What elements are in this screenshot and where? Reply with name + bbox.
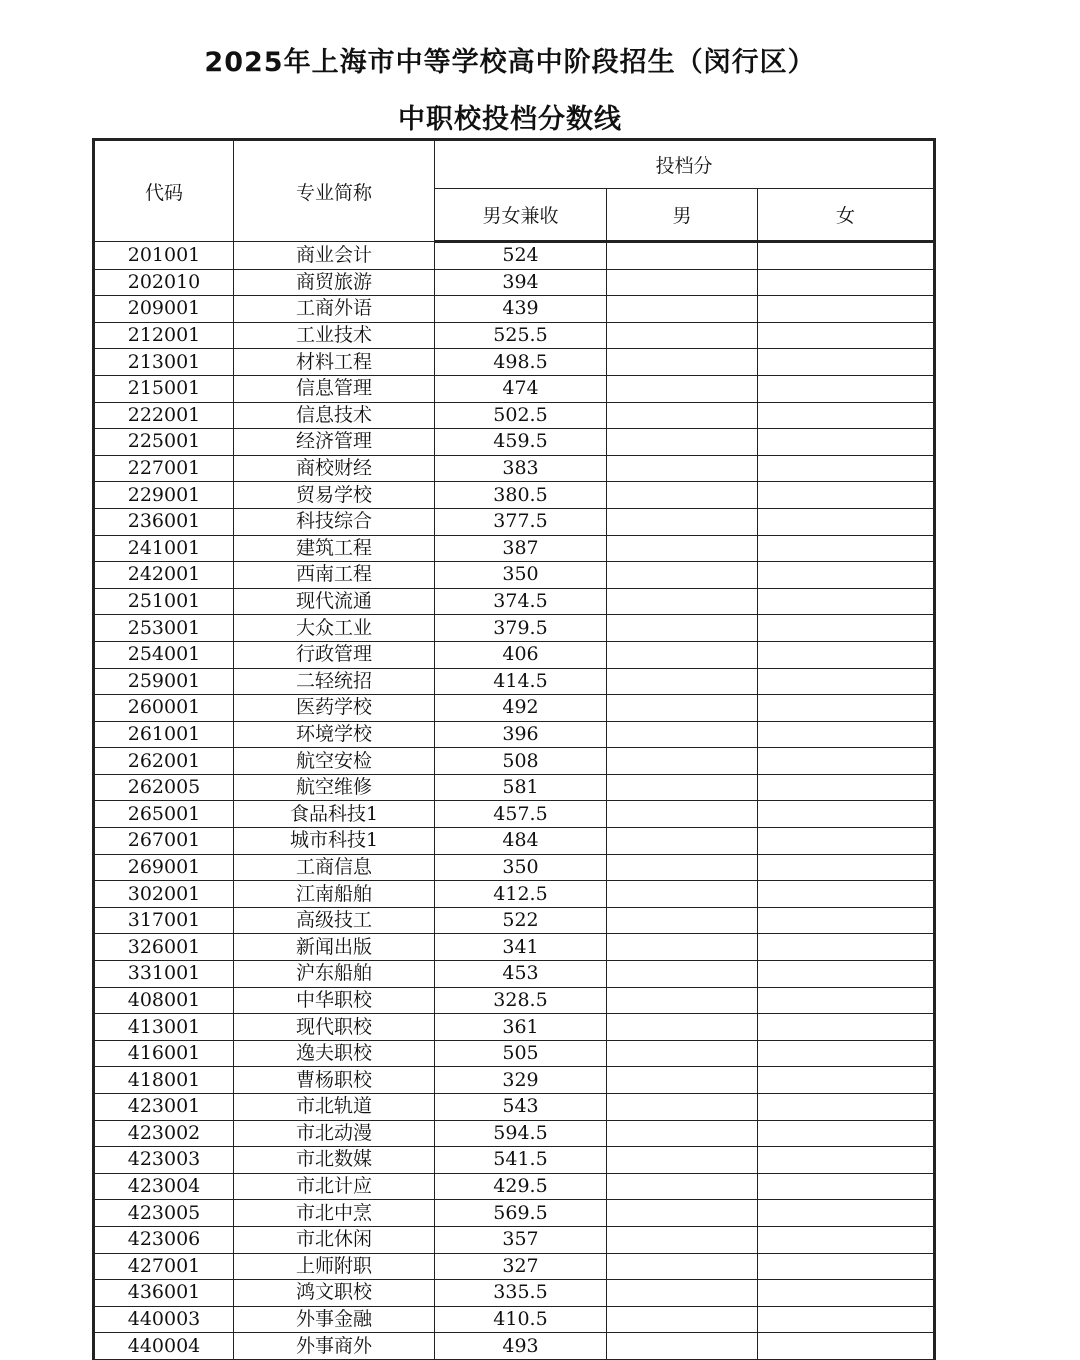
table-row [94, 429, 935, 456]
row-score-female [758, 881, 935, 908]
row-score-mixed: 474 [435, 375, 607, 402]
row-code: 317001 [94, 907, 234, 934]
row-name: 行政管理 [234, 641, 435, 668]
row-code: 261001 [94, 721, 234, 748]
row-score-mixed: 502.5 [435, 402, 607, 429]
row-score-male [607, 562, 758, 589]
row-code: 416001 [94, 1040, 234, 1067]
row-code: 209001 [94, 296, 234, 323]
row-score-female [758, 641, 935, 668]
row-score-mixed: 328.5 [435, 987, 607, 1014]
row-name: 市北轨道 [234, 1094, 435, 1121]
row-score-male [607, 987, 758, 1014]
row-code: 201001 [94, 242, 234, 270]
row-name: 市北中烹 [234, 1200, 435, 1227]
table-row [94, 907, 935, 934]
table-row [94, 721, 935, 748]
row-name: 新闻出版 [234, 934, 435, 961]
row-score-mixed: 357 [435, 1226, 607, 1253]
row-score-female [758, 349, 935, 376]
row-score-male [607, 482, 758, 509]
row-code: 423006 [94, 1226, 234, 1253]
row-score-male [607, 296, 758, 323]
row-score-male [607, 375, 758, 402]
table-row [94, 402, 935, 429]
row-name: 建筑工程 [234, 535, 435, 562]
row-code: 225001 [94, 429, 234, 456]
row-name: 市北动漫 [234, 1120, 435, 1147]
row-score-female [758, 1120, 935, 1147]
row-score-mixed: 543 [435, 1094, 607, 1121]
table-row [94, 322, 935, 349]
row-code: 265001 [94, 801, 234, 828]
row-score-mixed: 410.5 [435, 1306, 607, 1333]
row-score-male [607, 1173, 758, 1200]
row-score-mixed: 361 [435, 1014, 607, 1041]
table-row [94, 748, 935, 775]
row-code: 215001 [94, 375, 234, 402]
row-name: 外事金融 [234, 1306, 435, 1333]
row-code: 331001 [94, 961, 234, 988]
row-score-female [758, 1200, 935, 1227]
row-name: 逸夫职校 [234, 1040, 435, 1067]
row-score-mixed: 374.5 [435, 588, 607, 615]
row-code: 227001 [94, 455, 234, 482]
row-score-female [758, 987, 935, 1014]
row-score-mixed: 569.5 [435, 1200, 607, 1227]
row-name: 商业会计 [234, 242, 435, 270]
row-code: 267001 [94, 828, 234, 855]
row-score-female [758, 296, 935, 323]
row-name: 食品科技1 [234, 801, 435, 828]
row-code: 262001 [94, 748, 234, 775]
row-name: 经济管理 [234, 429, 435, 456]
header-male: 男 [607, 189, 758, 242]
row-score-mixed: 377.5 [435, 508, 607, 535]
row-score-mixed: 508 [435, 748, 607, 775]
row-name: 二轻统招 [234, 668, 435, 695]
row-score-female [758, 402, 935, 429]
row-score-male [607, 1040, 758, 1067]
row-name: 中华职校 [234, 987, 435, 1014]
row-name: 市北休闲 [234, 1226, 435, 1253]
table-row [94, 535, 935, 562]
row-score-male [607, 429, 758, 456]
row-name: 沪东船舶 [234, 961, 435, 988]
table-row [94, 1067, 935, 1094]
row-name: 鸿文职校 [234, 1280, 435, 1307]
row-name: 商校财经 [234, 455, 435, 482]
table-row [94, 695, 935, 722]
row-code: 423003 [94, 1147, 234, 1174]
row-name: 现代职校 [234, 1014, 435, 1041]
row-score-male [607, 1280, 758, 1307]
row-score-mixed: 498.5 [435, 349, 607, 376]
row-name: 工商信息 [234, 854, 435, 881]
row-score-mixed: 524 [435, 242, 607, 270]
row-score-mixed: 525.5 [435, 322, 607, 349]
table-row [94, 615, 935, 642]
row-score-female [758, 907, 935, 934]
document-title: 2025年上海市中等学校高中阶段招生（闵行区） [204, 47, 816, 78]
table-row [94, 774, 935, 801]
row-score-mixed: 329 [435, 1067, 607, 1094]
row-score-female [758, 1280, 935, 1307]
row-score-mixed: 380.5 [435, 482, 607, 509]
row-score-mixed: 412.5 [435, 881, 607, 908]
row-code: 202010 [94, 269, 234, 296]
row-code: 418001 [94, 1067, 234, 1094]
table-body [94, 242, 935, 1360]
row-score-male [607, 774, 758, 801]
row-score-female [758, 322, 935, 349]
row-name: 曹杨职校 [234, 1067, 435, 1094]
table-row [94, 961, 935, 988]
table-row [94, 1040, 935, 1067]
row-score-male [607, 668, 758, 695]
row-score-mixed: 406 [435, 641, 607, 668]
row-score-female [758, 375, 935, 402]
table-row [94, 482, 935, 509]
row-score-female [758, 1173, 935, 1200]
table-row [94, 1280, 935, 1307]
header-name: 专业简称 [234, 140, 435, 242]
row-name: 信息技术 [234, 402, 435, 429]
row-score-male [607, 1226, 758, 1253]
table-row [94, 269, 935, 296]
row-score-male [607, 828, 758, 855]
row-score-mixed: 335.5 [435, 1280, 607, 1307]
table-row [94, 1014, 935, 1041]
row-score-female [758, 1094, 935, 1121]
table-row [94, 562, 935, 589]
row-name: 西南工程 [234, 562, 435, 589]
row-score-mixed: 350 [435, 562, 607, 589]
row-score-male [607, 615, 758, 642]
row-score-female [758, 1014, 935, 1041]
row-score-male [607, 322, 758, 349]
row-name: 高级技工 [234, 907, 435, 934]
row-score-male [607, 854, 758, 881]
table-row [94, 801, 935, 828]
row-score-male [607, 1147, 758, 1174]
row-code: 213001 [94, 349, 234, 376]
row-score-female [758, 801, 935, 828]
row-name: 贸易学校 [234, 482, 435, 509]
row-name: 材料工程 [234, 349, 435, 376]
row-code: 222001 [94, 402, 234, 429]
row-score-mixed: 379.5 [435, 615, 607, 642]
row-code: 423001 [94, 1094, 234, 1121]
table-row [94, 1333, 935, 1360]
score-table [92, 138, 936, 1360]
document-subtitle: 中职校投档分数线 [398, 104, 622, 135]
row-score-male [607, 961, 758, 988]
row-score-female [758, 828, 935, 855]
table-row [94, 881, 935, 908]
table-row [94, 1094, 935, 1121]
table-row [94, 1120, 935, 1147]
row-score-mixed: 387 [435, 535, 607, 562]
table-row [94, 455, 935, 482]
row-score-female [758, 934, 935, 961]
row-score-female [758, 429, 935, 456]
row-code: 253001 [94, 615, 234, 642]
row-score-female [758, 1040, 935, 1067]
row-code: 427001 [94, 1253, 234, 1280]
row-code: 440004 [94, 1333, 234, 1360]
row-name: 医药学校 [234, 695, 435, 722]
table-row [94, 296, 935, 323]
table-row [94, 1147, 935, 1174]
table-row [94, 508, 935, 535]
row-code: 242001 [94, 562, 234, 589]
row-score-male [607, 748, 758, 775]
table-row [94, 668, 935, 695]
table-row [94, 1200, 935, 1227]
row-score-mixed: 492 [435, 695, 607, 722]
table-row [94, 987, 935, 1014]
row-name: 现代流通 [234, 588, 435, 615]
row-score-male [607, 641, 758, 668]
row-score-male [607, 1306, 758, 1333]
row-score-mixed: 541.5 [435, 1147, 607, 1174]
row-score-male [607, 349, 758, 376]
table-row [94, 242, 935, 270]
row-score-female [758, 1147, 935, 1174]
row-score-male [607, 269, 758, 296]
row-code: 260001 [94, 695, 234, 722]
row-name: 上师附职 [234, 1253, 435, 1280]
row-score-mixed: 457.5 [435, 801, 607, 828]
row-name: 城市科技1 [234, 828, 435, 855]
row-score-mixed: 581 [435, 774, 607, 801]
row-score-mixed: 493 [435, 1333, 607, 1360]
row-code: 440003 [94, 1306, 234, 1333]
row-name: 外事商外 [234, 1333, 435, 1360]
table-row [94, 349, 935, 376]
row-code: 423005 [94, 1200, 234, 1227]
row-score-male [607, 907, 758, 934]
row-score-male [607, 1333, 758, 1360]
row-score-female [758, 1306, 935, 1333]
row-score-male [607, 801, 758, 828]
row-score-mixed: 383 [435, 455, 607, 482]
row-name: 航空维修 [234, 774, 435, 801]
table-row [94, 375, 935, 402]
row-score-female [758, 482, 935, 509]
row-score-female [758, 588, 935, 615]
header-score-group: 投档分 [435, 140, 935, 189]
row-code: 423004 [94, 1173, 234, 1200]
row-name: 信息管理 [234, 375, 435, 402]
row-score-mixed: 350 [435, 854, 607, 881]
row-name: 工业技术 [234, 322, 435, 349]
row-score-female [758, 668, 935, 695]
row-score-male [607, 588, 758, 615]
row-score-mixed: 341 [435, 934, 607, 961]
row-score-female [758, 562, 935, 589]
table-row [94, 828, 935, 855]
row-score-female [758, 748, 935, 775]
row-score-mixed: 394 [435, 269, 607, 296]
row-score-male [607, 934, 758, 961]
row-score-mixed: 505 [435, 1040, 607, 1067]
row-score-female [758, 508, 935, 535]
row-score-female [758, 1253, 935, 1280]
row-code: 302001 [94, 881, 234, 908]
row-score-mixed: 594.5 [435, 1120, 607, 1147]
row-score-male [607, 1014, 758, 1041]
row-score-mixed: 484 [435, 828, 607, 855]
header-female: 女 [758, 189, 935, 242]
row-name: 工商外语 [234, 296, 435, 323]
row-code: 236001 [94, 508, 234, 535]
table-row [94, 641, 935, 668]
row-name: 市北计应 [234, 1173, 435, 1200]
row-name: 市北数媒 [234, 1147, 435, 1174]
row-score-female [758, 242, 935, 270]
row-name: 环境学校 [234, 721, 435, 748]
row-score-female [758, 774, 935, 801]
row-score-female [758, 854, 935, 881]
row-score-female [758, 269, 935, 296]
row-code: 229001 [94, 482, 234, 509]
row-score-male [607, 695, 758, 722]
table-row [94, 854, 935, 881]
row-code: 212001 [94, 322, 234, 349]
row-code: 413001 [94, 1014, 234, 1041]
row-name: 商贸旅游 [234, 269, 435, 296]
row-score-mixed: 453 [435, 961, 607, 988]
row-score-mixed: 439 [435, 296, 607, 323]
row-name: 大众工业 [234, 615, 435, 642]
row-code: 254001 [94, 641, 234, 668]
row-score-mixed: 414.5 [435, 668, 607, 695]
header-code: 代码 [94, 140, 234, 242]
row-score-female [758, 721, 935, 748]
row-score-mixed: 429.5 [435, 1173, 607, 1200]
row-score-male [607, 1253, 758, 1280]
row-name: 江南船舶 [234, 881, 435, 908]
table-row [94, 1253, 935, 1280]
table-row [94, 934, 935, 961]
row-score-mixed: 327 [435, 1253, 607, 1280]
row-code: 423002 [94, 1120, 234, 1147]
row-score-female [758, 455, 935, 482]
row-score-female [758, 695, 935, 722]
row-score-male [607, 881, 758, 908]
row-code: 436001 [94, 1280, 234, 1307]
table-row [94, 1306, 935, 1333]
row-code: 241001 [94, 535, 234, 562]
row-score-male [607, 1067, 758, 1094]
table-row [94, 1226, 935, 1253]
row-score-male [607, 242, 758, 270]
row-name: 科技综合 [234, 508, 435, 535]
row-score-female [758, 615, 935, 642]
row-score-male [607, 535, 758, 562]
row-score-male [607, 1200, 758, 1227]
row-score-female [758, 1067, 935, 1094]
row-score-male [607, 455, 758, 482]
row-score-mixed: 459.5 [435, 429, 607, 456]
table-row [94, 588, 935, 615]
row-code: 408001 [94, 987, 234, 1014]
row-score-male [607, 508, 758, 535]
row-score-male [607, 721, 758, 748]
row-score-female [758, 961, 935, 988]
row-code: 326001 [94, 934, 234, 961]
row-score-mixed: 396 [435, 721, 607, 748]
row-score-female [758, 1333, 935, 1360]
row-score-female [758, 1226, 935, 1253]
row-code: 251001 [94, 588, 234, 615]
row-code: 259001 [94, 668, 234, 695]
table-row [94, 1173, 935, 1200]
row-score-mixed: 522 [435, 907, 607, 934]
row-code: 269001 [94, 854, 234, 881]
row-code: 262005 [94, 774, 234, 801]
row-name: 航空安检 [234, 748, 435, 775]
row-score-female [758, 535, 935, 562]
row-score-male [607, 1094, 758, 1121]
row-score-male [607, 1120, 758, 1147]
row-score-male [607, 402, 758, 429]
header-mixed: 男女兼收 [435, 189, 607, 242]
